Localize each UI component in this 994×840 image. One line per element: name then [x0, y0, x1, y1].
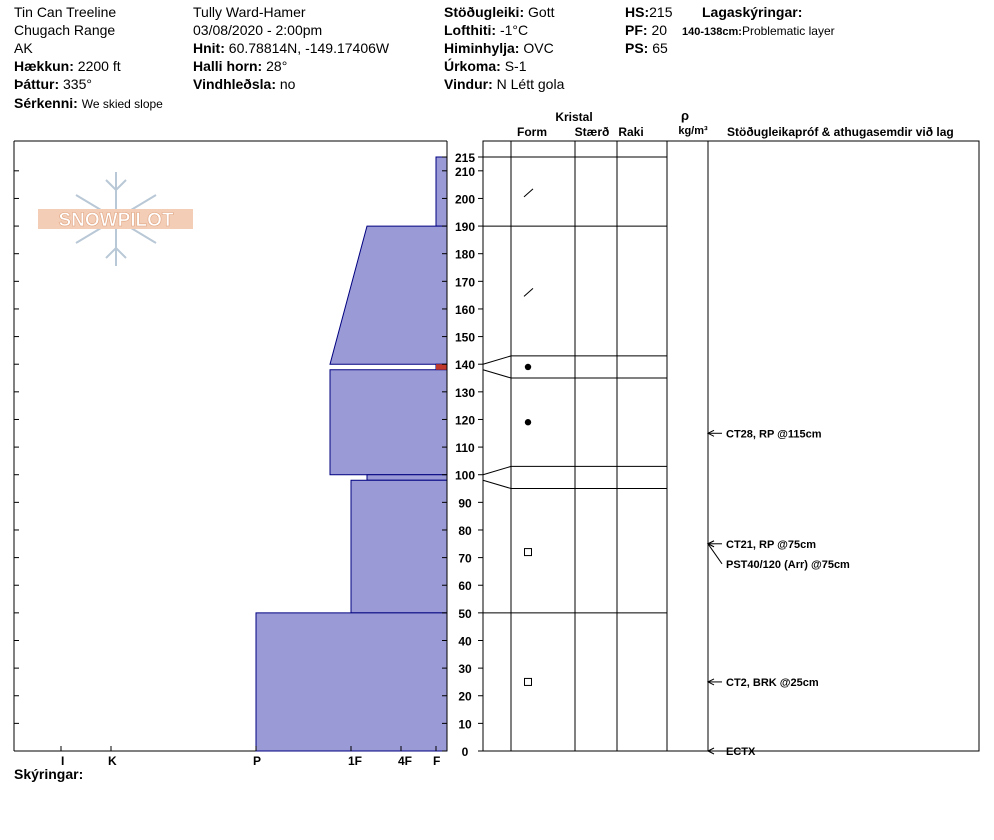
ps-value: 65 [652, 40, 668, 56]
depth-tick-label: 150 [454, 330, 476, 345]
depth-tick-label: 170 [454, 275, 476, 290]
stability-label: Stöðugleiki: [444, 4, 525, 20]
test-label: CT2, BRK @25cm [726, 676, 819, 689]
depth-tick-label: 190 [454, 220, 476, 235]
depth-tick-label: 20 [458, 689, 472, 704]
elevation-label: Hækkun: [14, 58, 74, 74]
depth-tick-label: 80 [458, 523, 472, 538]
hardness-tick-label: F [433, 754, 441, 768]
depth-tick-label: 100 [454, 468, 476, 483]
test-label: PST40/120 (Arr) @75cm [726, 558, 850, 571]
hardness-layer [256, 613, 447, 751]
wind-loading-label: Vindhleðsla: [193, 76, 276, 92]
grain-symbols [524, 189, 533, 686]
wind-label: Vindur: [444, 76, 493, 92]
depth-tick-label: 0 [461, 745, 469, 759]
problem-layer-marker [436, 364, 447, 370]
hardness-layer [367, 475, 447, 481]
depth-axis [442, 141, 483, 759]
depth-tick-label: 90 [458, 496, 472, 511]
test-label: CT21, RP @75cm [726, 538, 817, 551]
wind-value: N Létt gola [496, 76, 565, 92]
density-unit-header: kg/m³ [678, 125, 708, 137]
state-name: AK [14, 40, 33, 56]
hardness-layer [351, 480, 447, 613]
air-temp-value: -1°C [499, 22, 529, 38]
hardness-tick-label: I [61, 754, 65, 768]
aspect-label: Þáttur: [14, 76, 60, 92]
crystal-header: Kristal [555, 110, 593, 124]
moisture-header: Raki [618, 125, 644, 139]
depth-tick-label: 160 [454, 302, 476, 317]
wind-loading-value: no [279, 76, 296, 92]
depth-tick-label: 30 [458, 662, 472, 677]
layer-table [483, 141, 979, 751]
form-header: Form [517, 125, 547, 139]
precip-label: Úrkoma: [444, 58, 501, 74]
test-arrow [708, 544, 722, 564]
stability-value: Gott [528, 4, 555, 20]
slope-label: Halli horn: [193, 58, 263, 74]
pf-value: 20 [651, 22, 668, 38]
depth-tick-label: 200 [454, 192, 476, 207]
site-name: Tin Can Treeline [14, 4, 117, 20]
hardness-tick-label: 1F [348, 754, 363, 768]
ps-label: PS: [625, 40, 649, 56]
depth-tick-label: 140 [454, 358, 476, 373]
grain-symbol [525, 419, 531, 425]
hardness-tick-label: K [108, 754, 117, 768]
depth-tick-label: 70 [458, 551, 472, 566]
air-temp-label: Lofthiti: [444, 22, 497, 38]
aspect-value: 335° [63, 76, 92, 92]
precip-value: S-1 [504, 58, 527, 74]
snowpilot-logo [38, 172, 193, 266]
grain-symbol [525, 364, 531, 370]
size-header: Stærð [574, 125, 610, 139]
depth-tick-label: 120 [454, 413, 476, 428]
hardness-tick-label: 4F [398, 754, 413, 768]
layer-note-depth: 140-138cm: [682, 26, 742, 38]
layer-notes-title: Lagaskýringar: [702, 4, 803, 20]
logo-text: SNOWPILOT [58, 210, 174, 231]
observer: Tully Ward-Hamer [193, 4, 306, 20]
hardness-layer [436, 157, 447, 226]
coords-label: Hnit: [193, 40, 225, 56]
depth-tick-label: 50 [458, 606, 472, 621]
stability-tests [708, 428, 850, 758]
hardness-layer [330, 370, 447, 475]
depth-tick-label: 210 [454, 164, 476, 179]
test-label: ECTX [726, 746, 756, 758]
grain-symbol [525, 678, 532, 685]
rho-header: ρ [680, 108, 690, 123]
elevation-value: 2200 ft [77, 58, 121, 74]
grain-symbol [524, 189, 533, 197]
sky-label: Himinhylja: [444, 40, 520, 56]
pf-label: PF: [625, 22, 648, 38]
layer-note-text: Problematic layer [741, 24, 835, 38]
features-label: Sérkenni: [14, 95, 78, 111]
depth-tick-label: 180 [454, 247, 476, 262]
grain-symbol [524, 288, 533, 296]
hs-value: 215 [649, 4, 673, 20]
depth-tick-label: 60 [458, 579, 472, 594]
features-value: We skied slope [81, 97, 163, 111]
tests-header: Stöðugleikapróf & athugasemdir við lag [727, 125, 954, 139]
hs-label: HS: [625, 4, 650, 20]
notes-label: Skýringar: [14, 766, 84, 782]
range-name: Chugach Range [14, 22, 116, 38]
depth-tick-label: 10 [458, 717, 472, 732]
test-label: CT28, RP @115cm [726, 428, 822, 441]
coords-value: 60.78814N, -149.17406W [228, 40, 390, 56]
grain-symbol [525, 549, 532, 556]
hardness-layer [330, 226, 447, 364]
depth-tick-label: 130 [454, 385, 476, 400]
datetime: 03/08/2020 - 2:00pm [193, 22, 323, 38]
hardness-tick-label: P [253, 754, 262, 768]
depth-tick-label: 215 [454, 151, 476, 165]
slope-value: 28° [266, 58, 288, 74]
depth-tick-label: 40 [458, 634, 472, 649]
depth-tick-label: 110 [455, 441, 475, 456]
hardness-layers [256, 157, 447, 751]
sky-value: OVC [523, 40, 554, 56]
table-border [483, 141, 979, 751]
